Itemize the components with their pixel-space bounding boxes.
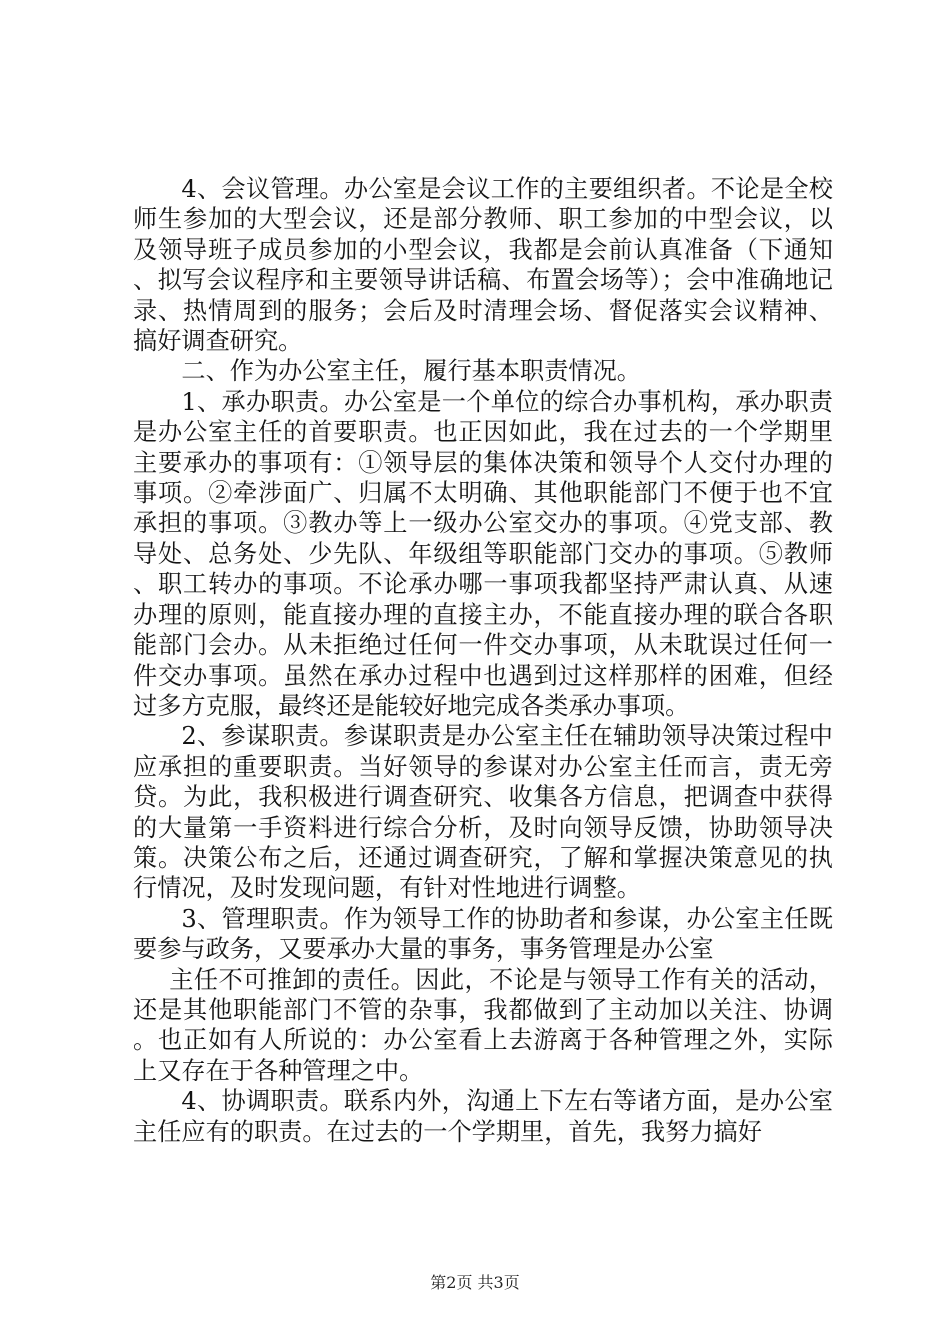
page-number-label: 第2页 共3页 — [430, 1273, 520, 1292]
paragraph-management-duty-continued: 主任不可推卸的责任。因此，不论是与领导工作有关的活动，还是其他职能部门不管的杂事，我都做到了主动加以关注、协调。也正如有人所说的：办公室看上去游离于各种管理之外，实际上又存在于各种管理之中。 — [133, 965, 833, 1085]
paragraph-undertaking-duty: 1、承办职责。办公室是一个单位的综合办事机构，承办职责是办公室主任的首要职责。也正因如此，我在过去的一个学期里主要承办的事项有：①领导层的集体决策和领导个人交付办理的事项。②牵涉面广、归属不太明确、其他职能部门不便于也不宜承担的事项。③教办等上一级办公室交办的事项。④党支部、教导处、总务处、少先队、年级组等职能部门交办的事项。⑤教师、职工转办的事项。不论承办哪一事项我都坚持严肃认真、从速办理的原则，能直接办理的直接主办，不能直接办理的联合各职能部门会办。从未拒绝过任何一件交办事项，从未耽误过任何一件交办事项。虽然在承办过程中也遇到过这样那样的困难，但经过多方克服，最终还是能较好地完成各类承办事项。 — [133, 387, 833, 720]
paragraph-management-duty: 3、管理职责。作为领导工作的协助者和参谋，办公室主任既要参与政务，又要承办大量的事务，事务管理是办公室 — [133, 904, 833, 964]
document-body — [133, 174, 833, 1147]
paragraph-advisory-duty: 2、参谋职责。参谋职责是办公室主任在辅助领导决策过程中应承担的重要职责。当好领导的参谋对办公室主任而言，责无旁贷。为此，我积极进行调查研究、收集各方信息，把调查中获得的大量第一手资料进行综合分析，及时向领导反馈，协助领导决策。决策公布之后，还通过调查研究，了解和掌握决策意见的执行情况，及时发现问题，有针对性地进行调整。 — [133, 722, 833, 903]
paragraph-coordination-duty: 4、协调职责。联系内外，沟通上下左右等诸方面，是办公室主任应有的职责。在过去的一个学期里，首先，我努力搞好 — [133, 1087, 833, 1146]
section-heading-duties: 二、作为办公室主任，履行基本职责情况。 — [181, 357, 641, 386]
paragraph-meeting-management: 4、会议管理。办公室是会议工作的主要组织者。不论是全校师生参加的大型会议，还是部分教师、职工参加的中型会议，以及领导班子成员参加的小型会议，我都是会前认真准备（下通知、拟写会议程序和主要领导讲话稿、布置会场等）；会中准确地记录、热情周到的服务；会后及时清理会场、督促落实会议精神、搞好调查研究。 — [133, 175, 833, 356]
page-footer — [0, 1273, 950, 1293]
